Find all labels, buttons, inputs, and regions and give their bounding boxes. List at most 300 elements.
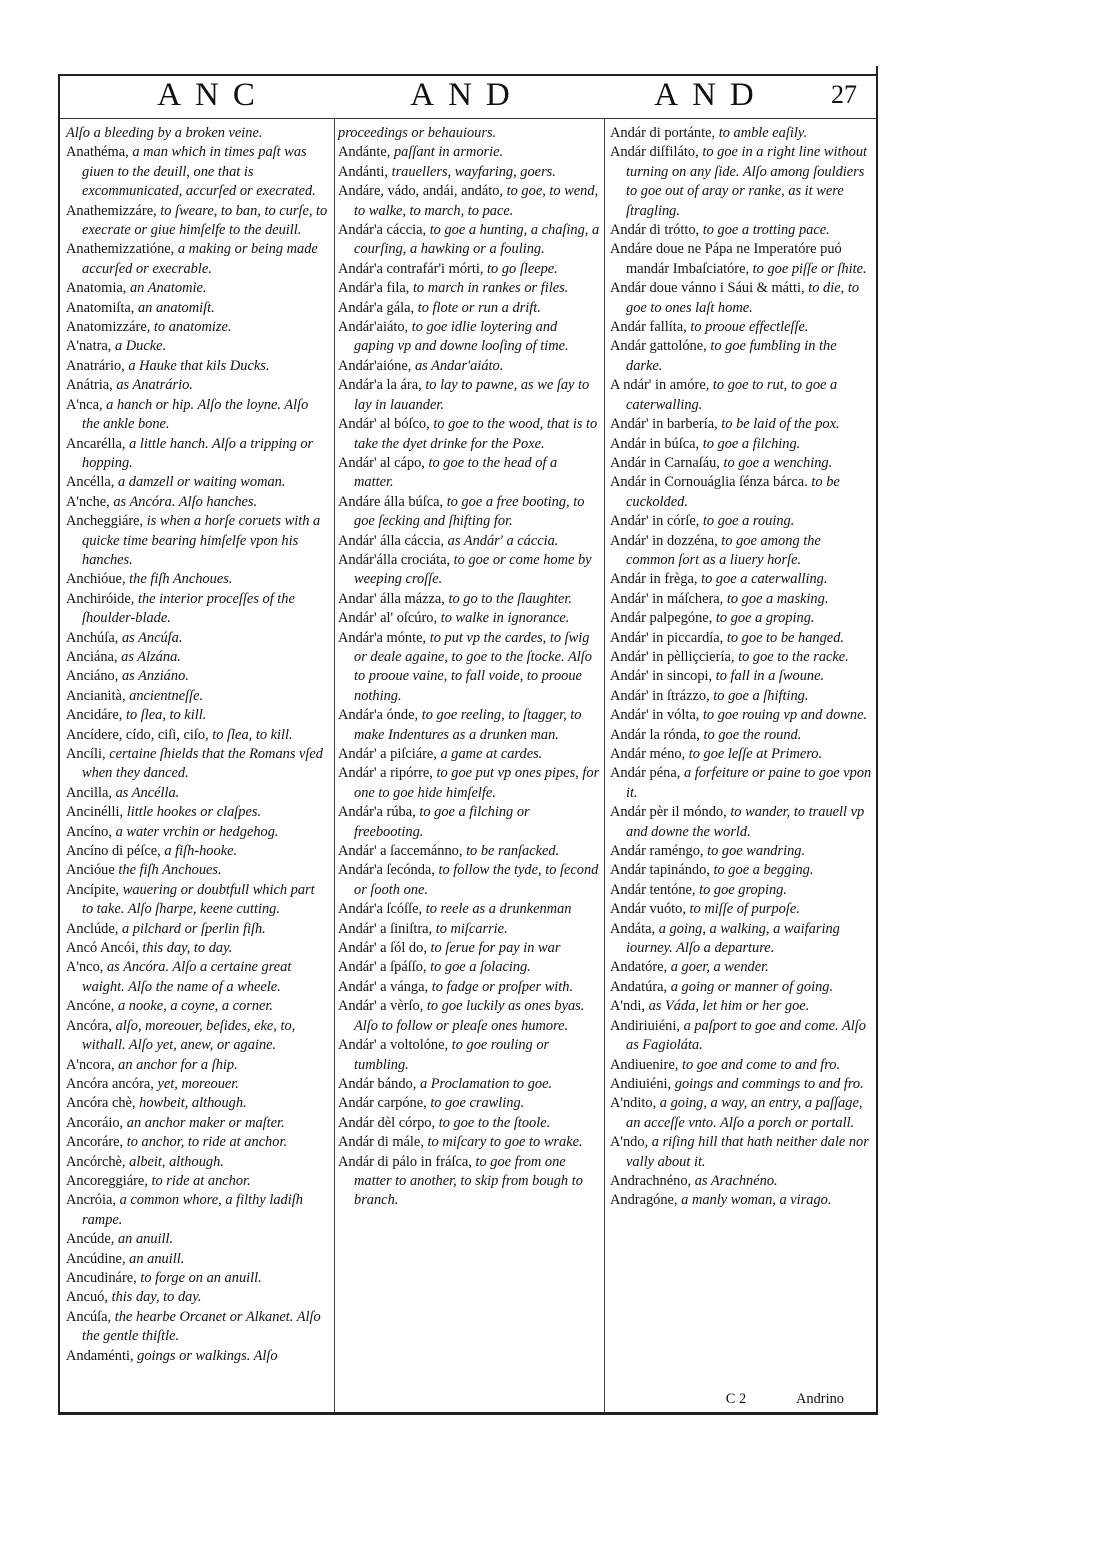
dictionary-entry xyxy=(338,532,600,551)
dictionary-entry xyxy=(66,1191,328,1230)
entry-headword: Andár' a vánga, xyxy=(338,978,429,995)
entry-headword: Andár' in córſe, xyxy=(610,513,700,530)
dictionary-entry xyxy=(66,337,328,356)
entry-definition: to goe crawling. xyxy=(430,1095,525,1112)
entry-definition: to goe from one matter to another, to skip from bough to branch. xyxy=(354,1153,583,1209)
entry-definition: as Ancélla. xyxy=(115,784,180,801)
entry-definition: to goe to the ſtoole. xyxy=(438,1114,551,1131)
entry-headword: Andár' a piſciáre, xyxy=(338,746,437,762)
entry-definition: a forfeiture or paine to goe vpon it. xyxy=(626,765,872,801)
entry-headword: Ancúſa, xyxy=(66,1308,112,1325)
entry-definition: to march in rankes or files. xyxy=(412,280,569,297)
entry-definition: to goe idlie loytering and gaping vp and downe looſing of time. xyxy=(354,319,569,355)
entry-definition: to goe rouing vp and downe. xyxy=(702,707,868,724)
entry-headword: Andár'a ſcóſſe, xyxy=(338,901,423,918)
entry-definition: trauellers, wayfaring, goers. xyxy=(391,163,556,180)
entry-headword: Andár in frèga, xyxy=(610,571,698,588)
dictionary-entry xyxy=(338,221,600,260)
entry-definition: to goe rouling or tumbling. xyxy=(354,1037,550,1073)
entry-headword: Anathemizzáre, xyxy=(66,202,157,219)
entry-headword: Anchióue, xyxy=(66,571,126,588)
entry-definition: to goe a filching. xyxy=(702,435,801,452)
entry-headword: Anatrário, xyxy=(66,357,125,374)
dictionary-entry xyxy=(610,1133,872,1172)
dictionary-entry xyxy=(338,706,600,745)
dictionary-entry xyxy=(66,939,328,958)
entry-definition: to goe to the head of a matter. xyxy=(354,454,558,491)
entry-headword: Andár'a fila, xyxy=(338,280,410,297)
entry-headword: Andár' in vólta, xyxy=(610,707,700,724)
entry-headword: Ancheggiáre, xyxy=(66,513,144,530)
entry-headword: Andár' álla cáccia, xyxy=(338,532,445,549)
entry-definition: howbeit, although. xyxy=(139,1095,247,1112)
dictionary-entry xyxy=(338,124,600,143)
dictionary-entry xyxy=(338,493,600,532)
entry-definition: an anchor maker or maſter. xyxy=(126,1114,285,1131)
dictionary-entry xyxy=(66,861,328,880)
entry-headword: Andár' in pèlliçciería, xyxy=(610,648,735,665)
dictionary-entry xyxy=(338,997,600,1036)
dictionary-entry xyxy=(66,1308,328,1347)
entry-definition: goings or walkings. Alſo xyxy=(137,1347,278,1364)
entry-headword: Andánti, xyxy=(338,163,388,180)
entry-definition: as Andar'aiáto. xyxy=(414,357,504,374)
dictionary-entry xyxy=(610,706,872,725)
entry-definition: goings and commings to and fro. xyxy=(674,1075,864,1092)
entry-headword: Andáre, vádo, andái, andáto, xyxy=(338,183,504,200)
entry-definition: to goe put vp ones pipes, for one to goe hide himſelfe. xyxy=(354,765,600,801)
entry-headword: A ndár' in amóre, xyxy=(610,377,710,394)
dictionary-entry xyxy=(610,473,872,512)
dictionary-entry xyxy=(338,376,600,415)
dictionary-entry xyxy=(610,124,872,143)
entry-definition: to goe a caterwalling. xyxy=(701,571,828,588)
dictionary-entry xyxy=(610,609,872,628)
entry-headword: Ancuó, xyxy=(66,1289,108,1306)
dictionary-entry xyxy=(66,997,328,1016)
dictionary-entry xyxy=(610,1172,872,1191)
entry-headword: Ancianità, xyxy=(66,687,126,704)
entry-definition: to be cuckolded. xyxy=(626,474,840,510)
dictionary-entry xyxy=(610,978,872,997)
entry-definition: albeit, although. xyxy=(129,1153,224,1170)
dictionary-entry xyxy=(610,512,872,531)
dictionary-entry xyxy=(610,376,872,415)
dictionary-entry xyxy=(610,803,872,842)
dictionary-entry xyxy=(338,609,600,628)
entry-headword: A'ncora, xyxy=(66,1056,115,1073)
entry-definition: a Hauke that kils Ducks. xyxy=(128,357,270,374)
entry-definition: as Váda, let him or her goe. xyxy=(648,998,810,1015)
entry-headword: Ancúdine, xyxy=(66,1250,126,1267)
entry-headword: Ancíno, xyxy=(66,823,112,840)
entry-headword: Ancélla, xyxy=(66,474,115,491)
dictionary-entry xyxy=(338,318,600,357)
dictionary-entry xyxy=(610,590,872,609)
entry-definition: a Proclamation to goe. xyxy=(419,1075,553,1092)
dictionary-entry xyxy=(338,1036,600,1075)
catchword: Andrino xyxy=(796,1391,844,1407)
right-rule xyxy=(876,66,878,1414)
entry-headword: A'ndi, xyxy=(610,998,645,1015)
dictionary-entry xyxy=(610,920,872,959)
entry-definition: a game at cardes. xyxy=(440,746,543,762)
entry-headword: Andár' a vèrſo, xyxy=(338,998,424,1015)
entry-definition: to goe groping. xyxy=(699,881,787,898)
entry-headword: Andár' in máſchera, xyxy=(610,590,724,607)
dictionary-entry xyxy=(610,900,872,919)
dictionary-entry xyxy=(338,590,600,609)
dictionary-entry xyxy=(66,706,328,725)
dictionary-entry xyxy=(610,726,872,745)
dictionary-entry xyxy=(338,279,600,298)
entry-headword: Andánte, xyxy=(338,144,391,161)
entry-definition: an anuill. xyxy=(117,1231,174,1248)
entry-definition: a fiſh-hooke. xyxy=(164,843,238,860)
entry-definition: to anchor, to ride at anchor. xyxy=(126,1134,288,1151)
dictionary-entry xyxy=(338,260,600,279)
dictionary-entry xyxy=(66,1133,328,1152)
dictionary-entry xyxy=(338,1075,600,1094)
entry-definition: to goe among the common ſort as a liuery horſe. xyxy=(626,532,821,568)
dictionary-entry xyxy=(338,357,600,376)
dictionary-entry xyxy=(338,182,600,221)
entry-headword: Ancoráio, xyxy=(66,1114,124,1131)
dictionary-entry xyxy=(66,279,328,298)
entry-headword: Andiuiéni, xyxy=(610,1075,672,1092)
entry-headword: Andár dèl córpo, xyxy=(338,1114,436,1131)
entry-definition: the hearbe Orcanet or Alkanet. Alſo the gentle thiſtle. xyxy=(82,1308,321,1345)
entry-definition: to goe luckily as ones byas. Alſo to follow or pleaſe ones humore. xyxy=(354,998,585,1034)
dictionary-entry xyxy=(66,473,328,492)
dictionary-entry xyxy=(66,1017,328,1056)
entry-definition: to die, to goe to ones laſt home. xyxy=(626,280,860,316)
entry-definition: the fiſh Anchoues. xyxy=(129,571,233,588)
entry-headword: Ancinélli, xyxy=(66,804,124,821)
dictionary-entry xyxy=(610,435,872,454)
dictionary-entry xyxy=(66,726,328,745)
entry-headword: Andáta, xyxy=(610,920,656,937)
entry-headword: Ancoreggiáre, xyxy=(66,1172,148,1189)
entry-headword: Anciána, xyxy=(66,648,118,665)
bottom-rule xyxy=(58,1412,878,1415)
entry-headword: Andár di trótto, xyxy=(610,222,700,239)
entry-headword: Ancoráre, xyxy=(66,1134,124,1151)
entry-headword: A'nca, xyxy=(66,396,103,413)
dictionary-entry xyxy=(338,551,600,590)
entry-headword: Ancípite, xyxy=(66,881,120,898)
entry-definition: to goe leſſe at Primero. xyxy=(688,746,823,762)
entry-definition: a paſport to goe and come. Alſo as Fagioláta. xyxy=(626,1017,866,1054)
entry-definition: to goe a filching or freebooting. xyxy=(354,804,530,840)
entry-definition: to goe a begging. xyxy=(713,862,814,879)
entry-definition: a going, a walking, a waifaring iourney. Alſo a departure. xyxy=(626,920,840,957)
entry-definition: as Ancóra. Alſo hanches. xyxy=(113,493,258,510)
entry-definition: the interior proceſſes of the ſhoulder-blade. xyxy=(82,590,295,627)
entry-definition: as Ancóra. Alſo a certaine great waight. Alſo the name of a wheele. xyxy=(82,959,292,995)
entry-headword: Andár' a ſaccemánno, xyxy=(338,843,463,860)
entry-definition: the fiſh Anchoues. xyxy=(118,862,222,879)
entry-definition: as Anatrário. xyxy=(116,377,193,394)
entry-headword: A'ndo, xyxy=(610,1134,649,1151)
entry-definition: a going, a way, an entry, a paſſage, an acceſſe vnto. Alſo a porch or portall. xyxy=(626,1095,863,1131)
entry-headword: Andár'a ónde, xyxy=(338,707,419,724)
dictionary-entry xyxy=(338,958,600,977)
entry-definition: an Anatomie. xyxy=(129,280,207,297)
dictionary-entry xyxy=(338,764,600,803)
dictionary-entry xyxy=(66,823,328,842)
entry-headword: Anchiróide, xyxy=(66,590,135,607)
entry-headword: Ancúde, xyxy=(66,1231,115,1248)
entry-headword: Andár bándo, xyxy=(338,1075,417,1092)
dictionary-entry xyxy=(66,1056,328,1075)
dictionary-entry xyxy=(338,1153,600,1211)
running-head-left: ANC xyxy=(157,77,269,113)
entry-headword: Anchúſa, xyxy=(66,629,119,646)
entry-headword: Andár'a mónte, xyxy=(338,629,427,646)
entry-headword: Anatomizzáre, xyxy=(66,319,151,336)
entry-headword: Andár'a cáccia, xyxy=(338,222,427,239)
running-head-right: AND xyxy=(654,77,768,113)
entry-headword: Andár' in barbería, xyxy=(610,416,718,433)
dictionary-entry xyxy=(338,1094,600,1113)
entry-definition: a man which in times paſt was giuen to the deuill, one that is excommunicated, accurſed or execrated. xyxy=(82,144,316,200)
dictionary-entry xyxy=(610,415,872,434)
entry-headword: Ancíli, xyxy=(66,746,106,762)
dictionary-entry xyxy=(338,299,600,318)
entry-headword: Andár méno, xyxy=(610,746,686,762)
dictionary-entry xyxy=(66,687,328,706)
entry-headword: Andár'aiáto, xyxy=(338,319,409,336)
entry-headword: Andár fallíta, xyxy=(610,319,687,336)
dictionary-entry xyxy=(338,745,600,764)
entry-definition: to goe to rut, to goe a caterwalling. xyxy=(626,377,838,413)
entry-definition: to wander, to trauell vp and downe the world. xyxy=(626,804,865,840)
entry-definition: to goe or come home by weeping croſſe. xyxy=(354,551,592,588)
entry-definition: proceedings or behauiours. xyxy=(338,125,497,141)
entry-headword: Andár' in ſtrázzo, xyxy=(610,687,710,704)
entry-headword: Andár' in piccardía, xyxy=(610,629,724,646)
entry-headword: Ancíno di péſce, xyxy=(66,843,161,860)
dictionary-entry xyxy=(66,958,328,997)
dictionary-entry xyxy=(66,1250,328,1269)
entry-headword: Andár' al bóſco, xyxy=(338,416,430,433)
signature-mark: C 2 xyxy=(725,1391,747,1407)
dictionary-entry xyxy=(610,532,872,571)
dictionary-entry xyxy=(610,842,872,861)
entry-headword: Andár'a contrafár'i mórti, xyxy=(338,260,484,277)
entry-definition: a manly woman, a virago. xyxy=(681,1192,832,1209)
entry-headword: Ancarélla, xyxy=(66,435,126,452)
entry-column-3 xyxy=(610,124,872,1211)
dictionary-entry xyxy=(338,920,600,939)
entry-definition: to prooue effectleſſe. xyxy=(690,319,809,336)
entry-definition: to goe a ſhifting. xyxy=(713,687,809,704)
entry-headword: Anathéma, xyxy=(66,144,129,161)
dictionary-entry xyxy=(338,143,600,162)
entry-headword: Andár' in dozzéna, xyxy=(610,532,718,549)
entry-headword: Anathemizzatióne, xyxy=(66,241,175,258)
dictionary-entry xyxy=(610,687,872,706)
dictionary-entry xyxy=(66,1288,328,1307)
entry-headword: Andár la rónda, xyxy=(610,726,700,743)
entry-definition: to amble eaſily. xyxy=(718,125,808,141)
entry-headword: Anciáno, xyxy=(66,668,119,685)
entry-headword: Andár'álla crociáta, xyxy=(338,551,451,568)
entry-definition: to goe, to wend, to walke, to march, to pace. xyxy=(354,183,599,219)
entry-headword: Andár raméngo, xyxy=(610,843,704,860)
entry-headword: Andar' álla mázza, xyxy=(338,590,445,607)
entry-headword: Andáre doue ne Pápa ne Imperatóre puó mandár Imbaſciatóre, xyxy=(610,241,842,277)
dictionary-entry xyxy=(338,803,600,842)
entry-column-2 xyxy=(338,124,600,1211)
dictionary-entry xyxy=(66,1347,328,1366)
entry-definition: wauering or doubtfull which part to take. Alſo ſharpe, keene cutting. xyxy=(82,881,315,918)
entry-definition: a making or being made accurſed or execrable. xyxy=(82,241,318,277)
entry-definition: to miſſe of purpoſe. xyxy=(689,901,800,918)
entry-headword: Andatóre, xyxy=(610,959,668,976)
dictionary-entry xyxy=(66,376,328,395)
dictionary-entry xyxy=(66,240,328,279)
entry-definition: to flote or run a drift. xyxy=(417,299,541,316)
entry-definition: to goe a wenching. xyxy=(723,454,833,471)
dictionary-entry xyxy=(338,629,600,707)
entry-definition: a little hanch. Alſo a tripping or hopping. xyxy=(82,435,314,471)
dictionary-entry xyxy=(338,939,600,958)
dictionary-entry xyxy=(66,920,328,939)
dictionary-entry xyxy=(66,648,328,667)
dictionary-entry xyxy=(610,1094,872,1133)
entry-headword: Andár' a voltolóne, xyxy=(338,1037,449,1054)
entry-definition: this day, to day. xyxy=(111,1289,202,1306)
dictionary-entry xyxy=(338,842,600,861)
dictionary-entry xyxy=(610,143,872,221)
entry-definition: to goe a groping. xyxy=(715,610,815,627)
entry-definition: to ſlea, to kill. xyxy=(125,707,207,724)
dictionary-entry xyxy=(66,143,328,201)
entry-column-1 xyxy=(66,124,328,1366)
entry-definition: to goe a trotting pace. xyxy=(702,222,830,239)
entry-definition: to goe the round. xyxy=(703,726,802,743)
entry-definition: a damzell or waiting woman. xyxy=(117,474,286,491)
entry-definition: to anatomize. xyxy=(153,319,232,336)
dictionary-entry xyxy=(66,318,328,337)
entry-headword: Ancilla, xyxy=(66,784,112,801)
dictionary-entry xyxy=(66,629,328,648)
entry-definition: to fall in a ſwoune. xyxy=(715,668,825,685)
entry-headword: Andár in Cornouáglia ſénza bárca. xyxy=(610,474,808,491)
entry-definition: to goe wandring. xyxy=(707,843,806,860)
entry-definition: a hanch or hip. Alſo the loyne. Alſo the ankle bone. xyxy=(82,396,309,433)
header-rule xyxy=(60,118,878,119)
entry-headword: Andár gattolóne, xyxy=(610,338,707,355)
entry-headword: Ancróia, xyxy=(66,1192,116,1209)
entry-headword: Andár tapinándo, xyxy=(610,862,710,879)
dictionary-entry xyxy=(66,881,328,920)
entry-definition: to go to the ſlaughter. xyxy=(448,590,572,607)
dictionary-entry xyxy=(66,570,328,589)
entry-headword: Andár' a ripórre, xyxy=(338,765,433,782)
dictionary-entry xyxy=(610,337,872,376)
entry-headword: Andár' a ſpáſſo, xyxy=(338,959,427,976)
entry-headword: Andár' in sincopi, xyxy=(610,668,713,685)
dictionary-entry xyxy=(610,221,872,240)
entry-headword: Andár in Carnaſáu, xyxy=(610,454,720,471)
dictionary-entry xyxy=(610,745,872,764)
entry-headword: Ancóne, xyxy=(66,998,115,1015)
entry-definition: to goe a hunting, a chaſing, a courſing, a hawking or a fouling. xyxy=(354,222,600,258)
entry-headword: Anatomiſta, xyxy=(66,299,135,316)
entry-definition: to goe a ſolacing. xyxy=(430,959,531,976)
entry-headword: Ancidáre, xyxy=(66,707,123,724)
entry-definition: a going or manner of going. xyxy=(670,978,834,995)
dictionary-entry xyxy=(610,570,872,589)
dictionary-entry xyxy=(610,958,872,977)
column-separator xyxy=(334,118,335,1412)
entry-definition: to forge on an anuill. xyxy=(140,1269,262,1286)
dictionary-entry xyxy=(610,318,872,337)
entry-definition: a Ducke. xyxy=(114,338,167,355)
entry-definition: to follow the tyde, to ſecond or ſooth one. xyxy=(354,862,599,898)
dictionary-entry xyxy=(610,1075,872,1094)
entry-definition: this day, to day. xyxy=(142,940,233,957)
entry-headword: Andár doue vánno i Sáui & mátti, xyxy=(610,280,805,297)
entry-headword: Andár'a gála, xyxy=(338,299,415,316)
entry-definition: a nooke, a coyne, a corner. xyxy=(117,998,274,1015)
entry-headword: Andár vuóto, xyxy=(610,901,686,918)
entry-headword: Ancídere, cído, ciſi, ciſo, xyxy=(66,726,209,743)
entry-headword: Andár pèr il móndo, xyxy=(610,804,727,821)
entry-definition: as Alzána. xyxy=(121,648,181,665)
dictionary-entry xyxy=(66,1114,328,1133)
dictionary-entry xyxy=(338,415,600,454)
entry-headword: Ancórchè, xyxy=(66,1153,126,1170)
entry-definition: ancientneſſe. xyxy=(129,687,204,704)
entry-headword: Anatomia, xyxy=(66,280,127,297)
entry-definition: to goe reeling, to ſtagger, to make Indentures as a drunken man. xyxy=(354,707,582,743)
entry-definition: a riſing hill that hath neither dale nor vally about it. xyxy=(626,1134,869,1170)
entry-headword: Andár' al' oſcúro, xyxy=(338,610,438,627)
dictionary-entry xyxy=(610,629,872,648)
dictionary-entry xyxy=(66,493,328,512)
entry-definition: to ſweare, to ban, to curſe, to execrate or giue himſelfe to the deuill. xyxy=(82,202,328,239)
dictionary-entry xyxy=(338,1114,600,1133)
entry-definition: certaine ſhields that the Romans vſed when they danced. xyxy=(82,746,324,782)
dictionary-entry xyxy=(66,1172,328,1191)
dictionary-entry xyxy=(610,764,872,803)
entry-definition: to goe to the racke. xyxy=(738,648,849,665)
page-number: 27 xyxy=(831,80,857,109)
entry-definition: to be laid of the pox. xyxy=(721,416,840,433)
entry-definition: to goe to the wood, that is to take the dyet drinke for the Poxe. xyxy=(354,416,598,452)
dictionary-entry xyxy=(66,1153,328,1172)
entry-headword: Ancudináre, xyxy=(66,1269,137,1286)
dictionary-entry xyxy=(610,667,872,686)
dictionary-entry xyxy=(610,648,872,667)
dictionary-entry xyxy=(610,240,872,279)
dictionary-entry xyxy=(66,1230,328,1249)
entry-headword: Ancó Ancói, xyxy=(66,940,139,957)
entry-headword: Andár carpóne, xyxy=(338,1095,427,1112)
entry-headword: Andaménti, xyxy=(66,1347,134,1364)
dictionary-entry xyxy=(610,1056,872,1075)
entry-headword: Andár'a la ára, xyxy=(338,377,422,394)
entry-definition: to ſlea, to kill. xyxy=(212,726,293,743)
entry-headword: Andiriuiéni, xyxy=(610,1017,680,1034)
entry-definition: to fadge or proſper with. xyxy=(431,978,574,995)
dictionary-entry xyxy=(610,997,872,1016)
dictionary-entry xyxy=(66,435,328,474)
